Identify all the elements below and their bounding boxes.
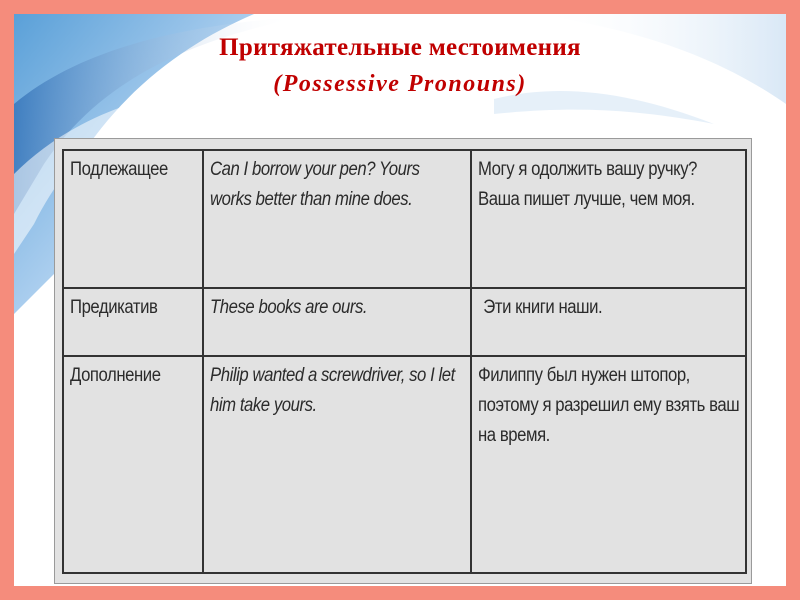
table-row: [63, 356, 746, 573]
pronoun-table: [62, 149, 747, 574]
english-example-cell: These books are ours.: [203, 288, 471, 356]
table-panel: [54, 138, 752, 584]
role-cell: Подлежащее: [63, 150, 203, 288]
slide-subtitle: (Possessive Pronouns): [273, 71, 527, 97]
english-example-cell: Can I borrow your pen? Yours works better than mine does.: [203, 150, 471, 288]
slide-title: Притяжательные местоимения: [219, 34, 581, 61]
table-row: [63, 150, 746, 288]
role-cell: Дополнение: [63, 356, 203, 573]
table-row: [63, 288, 746, 356]
slide: [14, 14, 786, 586]
russian-translation-cell: Могу я одолжить вашу ручку? Ваша пишет лучше, чем моя.: [471, 150, 746, 288]
russian-translation-cell: Филиппу был нужен штопор, поэтому я разрешил ему взять ваш на время.: [471, 356, 746, 573]
russian-translation-cell: Эти книги наши.: [471, 288, 746, 356]
english-example-cell: Philip wanted a screwdriver, so I let him take yours.: [203, 356, 471, 573]
role-cell: Предикатив: [63, 288, 203, 356]
